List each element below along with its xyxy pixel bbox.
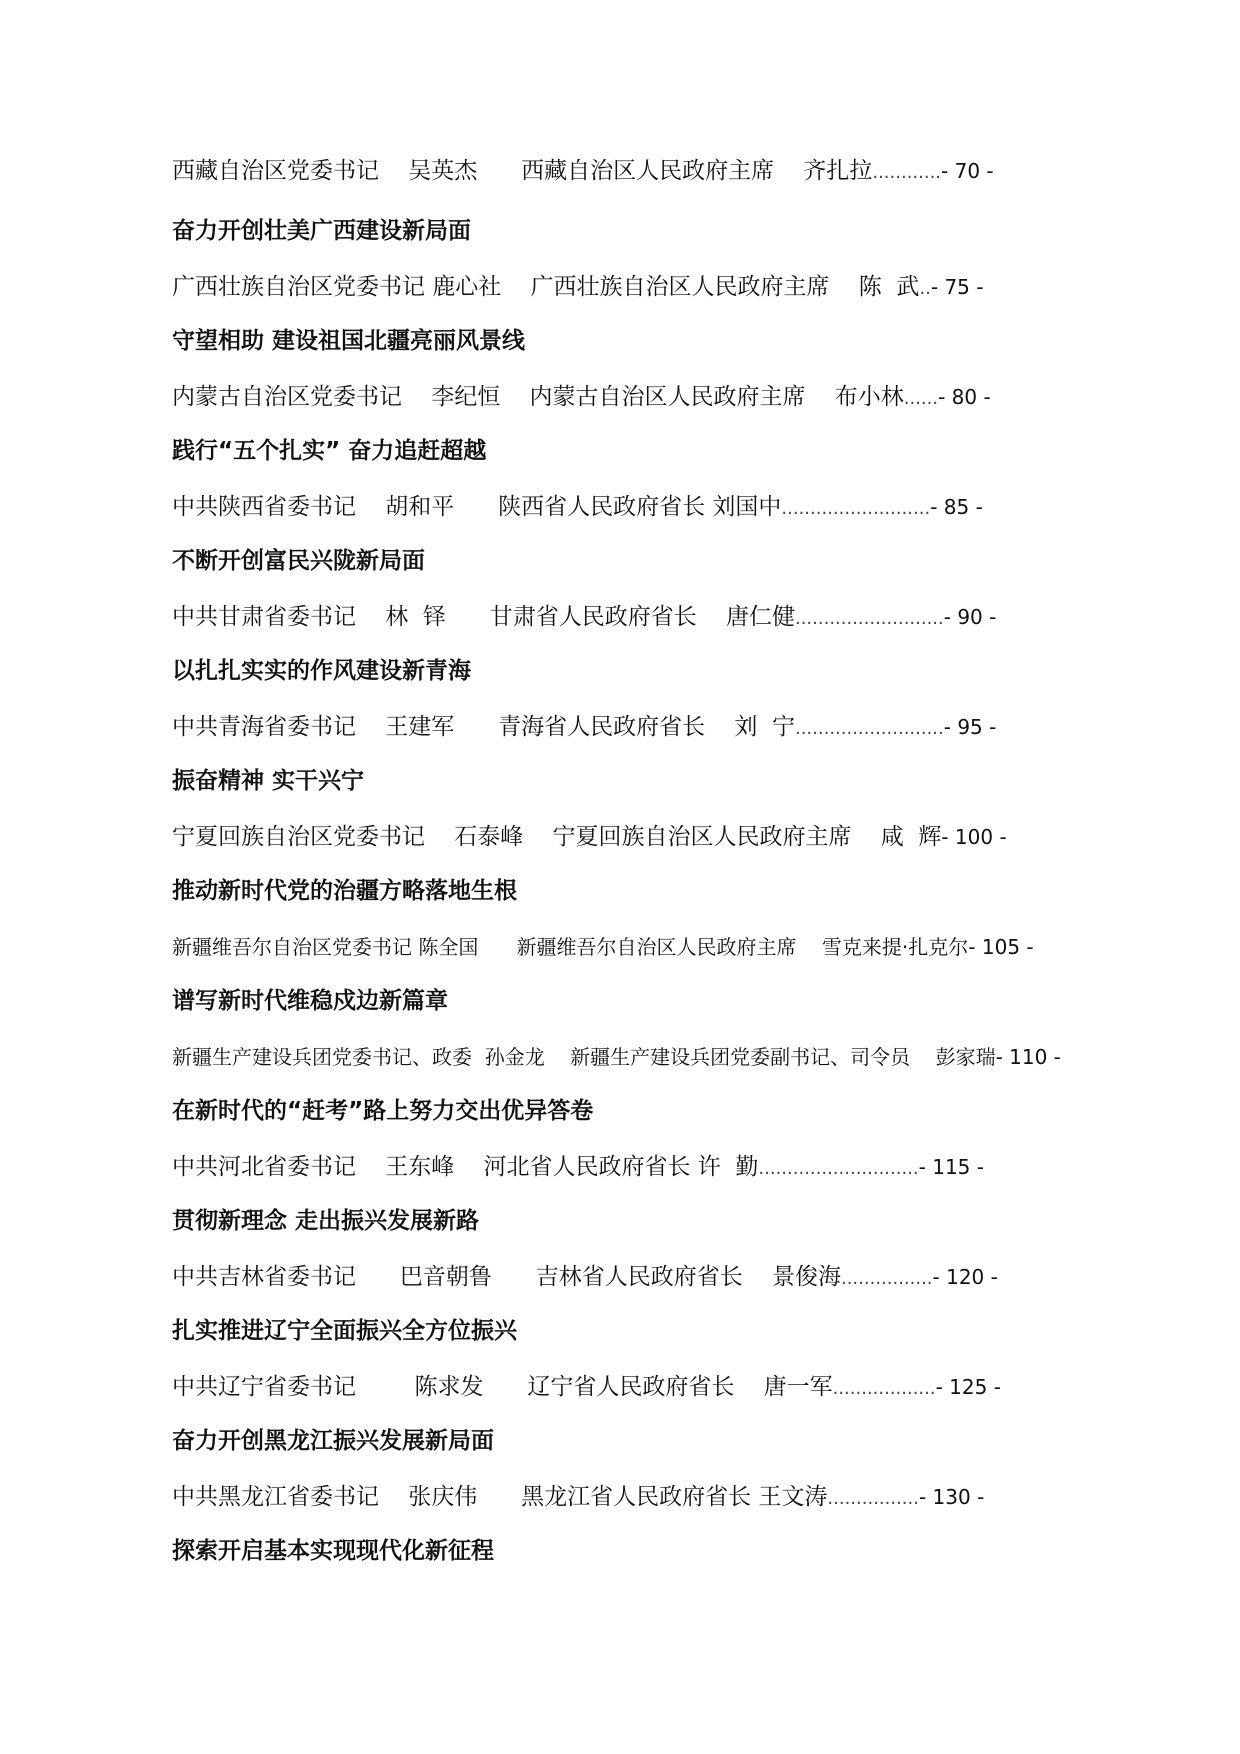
toc-entry-authors: 中共黑龙江省委书记 张庆伟 黑龙江省人民政府省长 王文涛................- 130 - [172,1484,985,1510]
toc-entry-title: 守望相助 建设祖国北疆亮丽风景线 [172,328,526,354]
toc-entry-3 [172,316,1172,426]
toc-entry-8 [172,866,1172,976]
toc-entry-authors: 新疆生产建设兵团党委书记、政委 孙金龙 新疆生产建设兵团党委副书记、司令员 彭家瑞- 110 - [172,1045,1061,1069]
toc-entry-title: 践行“五个扎实” 奋力追赶超越 [172,438,487,464]
toc-entry-authors: 中共辽宁省委书记 陈求发 辽宁省人民政府省长 唐一军..................- 125 - [172,1374,1001,1400]
toc-entry-10 [172,1086,1172,1196]
toc-entry-4 [172,426,1172,536]
toc-entry-authors: 中共青海省委书记 王建军 青海省人民政府省长 刘 宁..........................- 95 - [172,714,997,740]
toc-entry-authors: 中共甘肃省委书记 林 铎 甘肃省人民政府省长 唐仁健..........................- 90 - [172,604,997,630]
toc-page-number: - 120 - [932,1265,998,1289]
toc-entry-authors: 西藏自治区党委书记 吴英杰 西藏自治区人民政府主席 齐扎拉............- 70 - [172,158,994,184]
toc-entry-title: 不断开创富民兴陇新局面 [172,548,425,574]
toc-entry-title: 以扎扎实实的作风建设新青海 [172,658,471,684]
toc-entry-authors: 新疆维吾尔自治区党委书记 陈全国 新疆维吾尔自治区人民政府主席 雪克来提·扎克尔- 105 - [172,935,1034,959]
toc-entry-title: 扎实推进辽宁全面振兴全方位振兴 [172,1318,517,1344]
toc-entry-authors: 中共陕西省委书记 胡和平 陕西省人民政府省长 刘国中..........................- 85 - [172,494,983,520]
toc-entry-title: 推动新时代党的治疆方略落地生根 [172,878,517,904]
toc-entry-6 [172,646,1172,756]
toc-entry-title: 谱写新时代维稳戍边新篇章 [172,988,448,1014]
toc-entry-11 [172,1196,1172,1306]
toc-entry-title: 贯彻新理念 走出振兴发展新路 [172,1208,480,1234]
toc-page [172,146,1172,1636]
toc-entry-authors: 广西壮族自治区党委书记 鹿心社 广西壮族自治区人民政府主席 陈 武..- 75 - [172,274,984,300]
toc-entry-7 [172,756,1172,866]
toc-entry-9 [172,976,1172,1086]
toc-entry-12 [172,1306,1172,1416]
toc-page-number: - 100 - [941,825,1007,849]
toc-page-number: - 125 - [935,1375,1001,1399]
toc-page-number: - 115 - [918,1155,984,1179]
toc-entry-5 [172,536,1172,646]
toc-entry-authors: 中共吉林省委书记 巴音朝鲁 吉林省人民政府省长 景俊海................- 120 - [172,1264,998,1290]
toc-entry-title: 奋力开创壮美广西建设新局面 [172,218,471,244]
toc-entry-title: 振奋精神 实干兴宁 [172,768,365,794]
toc-page-number: - 95 - [943,715,997,739]
toc-page-number: - 85 - [930,495,983,519]
toc-page-number: - 70 - [941,159,994,183]
toc-page-number: - 105 - [968,935,1034,959]
toc-entry-title: 奋力开创黑龙江振兴发展新局面 [172,1428,494,1454]
toc-page-number: - 110 - [995,1045,1061,1069]
toc-page-number: - 75 - [930,275,984,299]
toc-entry-authors: 宁夏回族自治区党委书记 石泰峰 宁夏回族自治区人民政府主席 咸 辉- 100 - [172,824,1007,850]
toc-page-number: - 130 - [918,1485,985,1509]
toc-page-number: - 80 - [938,385,991,409]
toc-entry-title: 在新时代的“赶考”路上努力交出优异答卷 [172,1098,594,1124]
toc-entry-13 [172,1416,1172,1526]
toc-page-number: - 90 - [943,605,997,629]
toc-entry-2 [172,206,1172,316]
toc-entry-authors: 内蒙古自治区党委书记 李纪恒 内蒙古自治区人民政府主席 布小林......- 80 - [172,384,991,410]
toc-entry-authors: 中共河北省委书记 王东峰 河北省人民政府省长 许 勤............................- 115 - [172,1154,984,1180]
toc-entry-title: 探索开启基本实现现代化新征程 [172,1538,494,1564]
toc-entry-1 [172,146,1172,206]
toc-entry-14 [172,1526,1172,1636]
